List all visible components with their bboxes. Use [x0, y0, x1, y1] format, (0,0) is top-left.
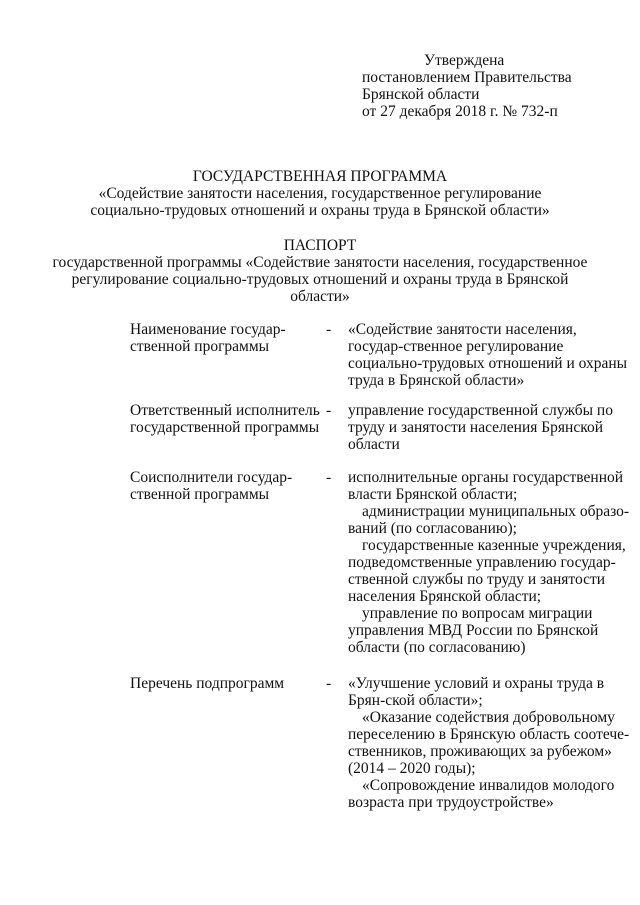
passport-row-coexecutors: [130, 469, 630, 656]
approval-line-3: Брянской области: [362, 86, 480, 103]
row-value: [348, 675, 630, 811]
row-value: [348, 321, 630, 389]
row-value-item: государственные казенные учреждения, подведомственные управлению государ-ственной службы по труду и занятости населения Брянской области;: [348, 537, 626, 605]
row-value-item: «Содействие занятости населения, государ-ственное регулирование социально-трудовых отношений и охраны труда в Брянской области»: [348, 321, 628, 389]
passport-title: [0, 237, 640, 305]
row-dash: -: [326, 402, 332, 419]
program-name-line-1: «Содействие занятости населения, государственное регулирование: [98, 185, 542, 202]
program-name-line-2: социально-трудовых отношений и охраны труда в Брянской области»: [90, 202, 550, 219]
approval-line-1: Утверждена: [424, 52, 505, 69]
approval-line-2: постановлением Правительства: [362, 69, 572, 86]
row-value-item: управление государственной службы по труду и занятости населения Брянской области: [348, 402, 613, 453]
passport-row-subprograms: [130, 675, 630, 811]
approval-block: [362, 52, 632, 120]
row-value-item: исполнительные органы государственной власти Брянской области;: [348, 469, 624, 503]
row-value-item: «Улучшение условий и охраны труда в Брян-ской области»;: [348, 675, 605, 709]
passport-subtitle: государственной программы «Содействие занятости населения, государственное регулирование социально-трудовых отношений и охраны труда в Брянской области»: [52, 254, 588, 305]
row-value: [348, 402, 630, 453]
passport-heading: ПАСПОРТ: [283, 237, 357, 254]
program-heading: ГОСУДАРСТВЕННАЯ ПРОГРАММА: [192, 168, 448, 185]
row-value: [348, 469, 630, 656]
row-dash: -: [326, 469, 332, 486]
row-label: Перечень подпрограмм: [130, 675, 285, 692]
row-value-item: «Оказание содействия добровольному переселению в Брянскую область соотече-ственников, проживающих за рубежом» (2014 – 2020 годы);: [348, 709, 630, 777]
row-label: Ответственный исполнитель государственной программы: [130, 402, 320, 436]
row-value-item: администрации муниципальных образо-ваний (по согласованию);: [348, 503, 630, 537]
row-value-item: управление по вопросам миграции управления МВД России по Брянской области (по согласованию): [348, 605, 599, 656]
row-value-item: «Сопровождение инвалидов молодого возраста при трудоустройстве»: [348, 777, 615, 811]
passport-row-name: [130, 321, 630, 389]
approval-line-4: от 27 декабря 2018 г. № 732-п: [362, 103, 558, 120]
row-label: Соисполнители государ-ственной программы: [130, 469, 293, 503]
row-dash: -: [326, 321, 332, 338]
program-title: [0, 168, 640, 219]
row-dash: -: [326, 675, 332, 692]
row-label: Наименование государ-ственной программы: [130, 321, 286, 355]
passport-row-executor: [130, 402, 630, 453]
